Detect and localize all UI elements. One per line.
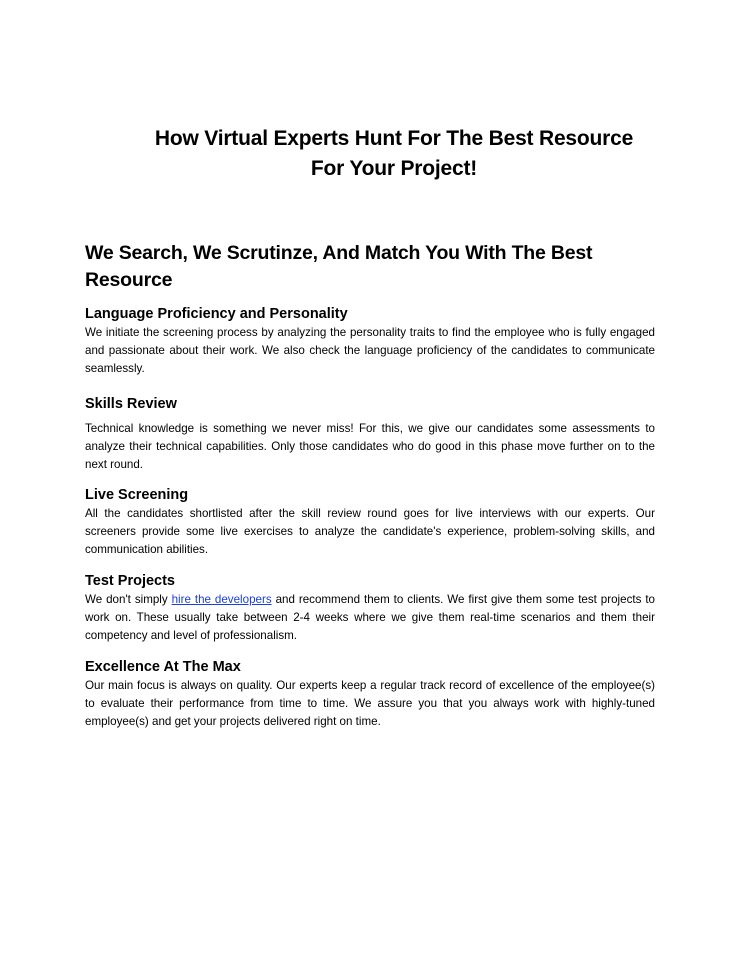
page-title	[120, 124, 668, 184]
section-heading: Test Projects	[85, 573, 175, 589]
section-heading: Excellence At The Max	[85, 659, 241, 675]
section-heading: Live Screening	[85, 487, 189, 503]
section-body-before-link: We don't simply	[85, 593, 172, 606]
section-excellence	[85, 658, 655, 732]
section-heading: Language Proficiency and Personality	[85, 306, 348, 322]
section-body: All the candidates shortlisted after the skill review round goes for live interviews with our experts. Our screeners provide some live exercises to analyze the candidate's experience, problem-solving skills, and communication abilities.	[85, 507, 655, 557]
section-body: Our main focus is always on quality. Our experts keep a regular track record of excellence of the employee(s) to evaluate their performance from time to time. We assure you that you always work with highly-tuned employee(s) and get your projects delivered right on time.	[85, 679, 655, 729]
section-language-proficiency	[85, 305, 655, 379]
page-title-line-1: How Virtual Experts Hunt For The Best Resource	[154, 127, 634, 150]
section-heading: Skills Review	[85, 396, 177, 412]
hire-developers-link[interactable]: hire the developers	[171, 593, 272, 606]
section-body	[85, 591, 655, 646]
section-body: Technical knowledge is something we never miss! For this, we give our candidates some assessments to analyze their technical capabilities. Only those candidates who do good in this phase move further on to the next round.	[85, 422, 655, 472]
page-title-line-2: For Your Project!	[310, 157, 478, 180]
section-body: We initiate the screening process by analyzing the personality traits to find the employee who is fully engaged and passionate about their work. We also check the language proficiency of the candidates to communicate seamlessly.	[85, 326, 655, 376]
section-skills-review	[85, 395, 655, 475]
section-test-projects	[85, 572, 655, 646]
section-body-after-link: and recommend them to clients. We first give them some test projects to work on. These usually take between 2-4 weeks where we give them real-time scenarios and them their competency and level of professionalism.	[85, 593, 655, 643]
main-heading: We Search, We Scrutinze, And Match You With The Best Resource	[85, 242, 593, 291]
section-live-screening	[85, 486, 655, 560]
